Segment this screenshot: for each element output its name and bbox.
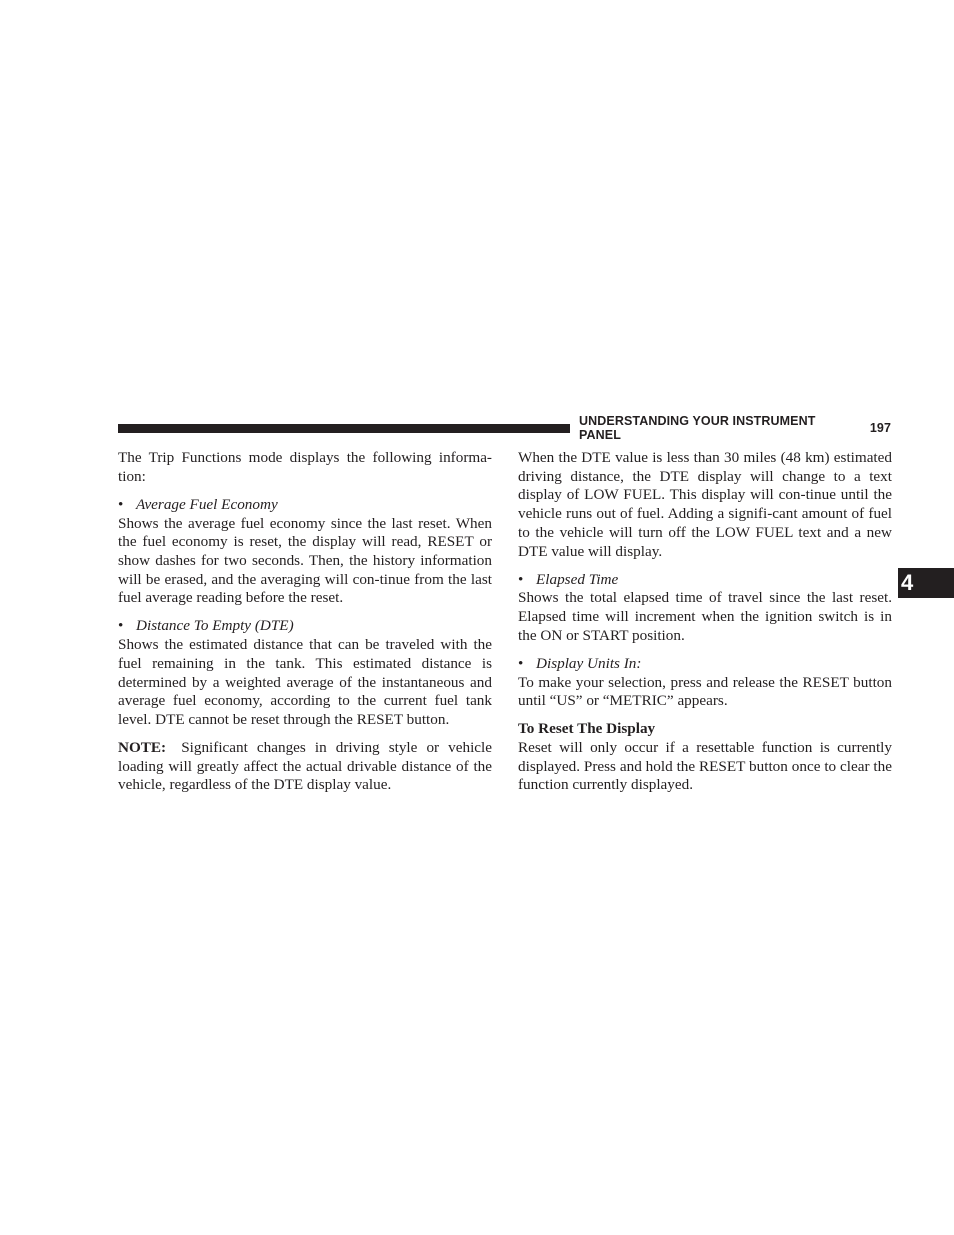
running-header bbox=[579, 414, 891, 442]
bullet-label: Display Units In: bbox=[536, 654, 642, 672]
reset-display-heading: To Reset The Display bbox=[518, 720, 656, 738]
page-number: 197 bbox=[869, 421, 891, 435]
bullet-label: Average Fuel Economy bbox=[136, 495, 278, 513]
reset-display-paragraph: Reset will only occur if a resettable function is currently displayed. Press and hold the RESET button once to clear the function currently displayed. bbox=[518, 739, 892, 794]
intro-paragraph: The Trip Functions mode displays the following informa-tion: bbox=[118, 449, 492, 485]
header-rule bbox=[118, 424, 570, 433]
bullet-average-fuel-economy bbox=[118, 496, 492, 515]
average-fuel-economy-paragraph: Shows the average fuel economy since the last reset. When the fuel economy is reset, the display will read, RESET or show dashes for two seconds. Then, the history information will be erased, and the averaging will con-tinue from the last fuel average reading before the reset. bbox=[118, 514, 492, 607]
note-label: NOTE: bbox=[118, 739, 167, 757]
right-column bbox=[518, 449, 892, 805]
chapter-tab: 4 bbox=[898, 568, 954, 598]
bullet-elapsed-time bbox=[518, 571, 892, 590]
bullet-dot-icon: • bbox=[518, 570, 524, 588]
bullet-dot-icon: • bbox=[518, 654, 524, 672]
bullet-dot-icon: • bbox=[118, 495, 124, 513]
note-paragraph bbox=[118, 739, 492, 795]
distance-to-empty-paragraph: Shows the estimated distance that can be traveled with the fuel remaining in the tank. This estimated distance is determined by a weighted average of the instantaneous and average fuel economy, according to the current fuel tank level. DTE cannot be reset through the RESET button. bbox=[118, 636, 492, 728]
bullet-dot-icon: • bbox=[118, 617, 124, 635]
display-units-paragraph: To make your selection, press and release the RESET button until “US” or “METRIC” appears. bbox=[518, 673, 892, 710]
left-column bbox=[118, 449, 492, 805]
bullet-display-units bbox=[518, 655, 892, 674]
bullet-distance-to-empty bbox=[118, 617, 492, 636]
elapsed-time-paragraph: Shows the total elapsed time of travel since the last reset. Elapsed time will increment when the ignition switch is in the ON or START position. bbox=[518, 589, 892, 644]
low-fuel-paragraph: When the DTE value is less than 30 miles (48 km) estimated driving distance, the DTE display will change to a text display of LOW FUEL. This display will con-tinue until the vehicle runs out of fuel. Adding a signifi-cant amount of fuel to the vehicle will turn off the LOW FUEL text and a new DTE value will display. bbox=[518, 449, 892, 560]
note-text: Significant changes in driving style or vehicle loading will greatly affect the actual drivable distance of the vehicle, regardless of the DTE display value. bbox=[118, 739, 493, 794]
bullet-label: Distance To Empty (DTE) bbox=[136, 617, 294, 635]
section-title: UNDERSTANDING YOUR INSTRUMENT PANEL bbox=[579, 414, 816, 442]
bullet-label: Elapsed Time bbox=[536, 570, 619, 588]
